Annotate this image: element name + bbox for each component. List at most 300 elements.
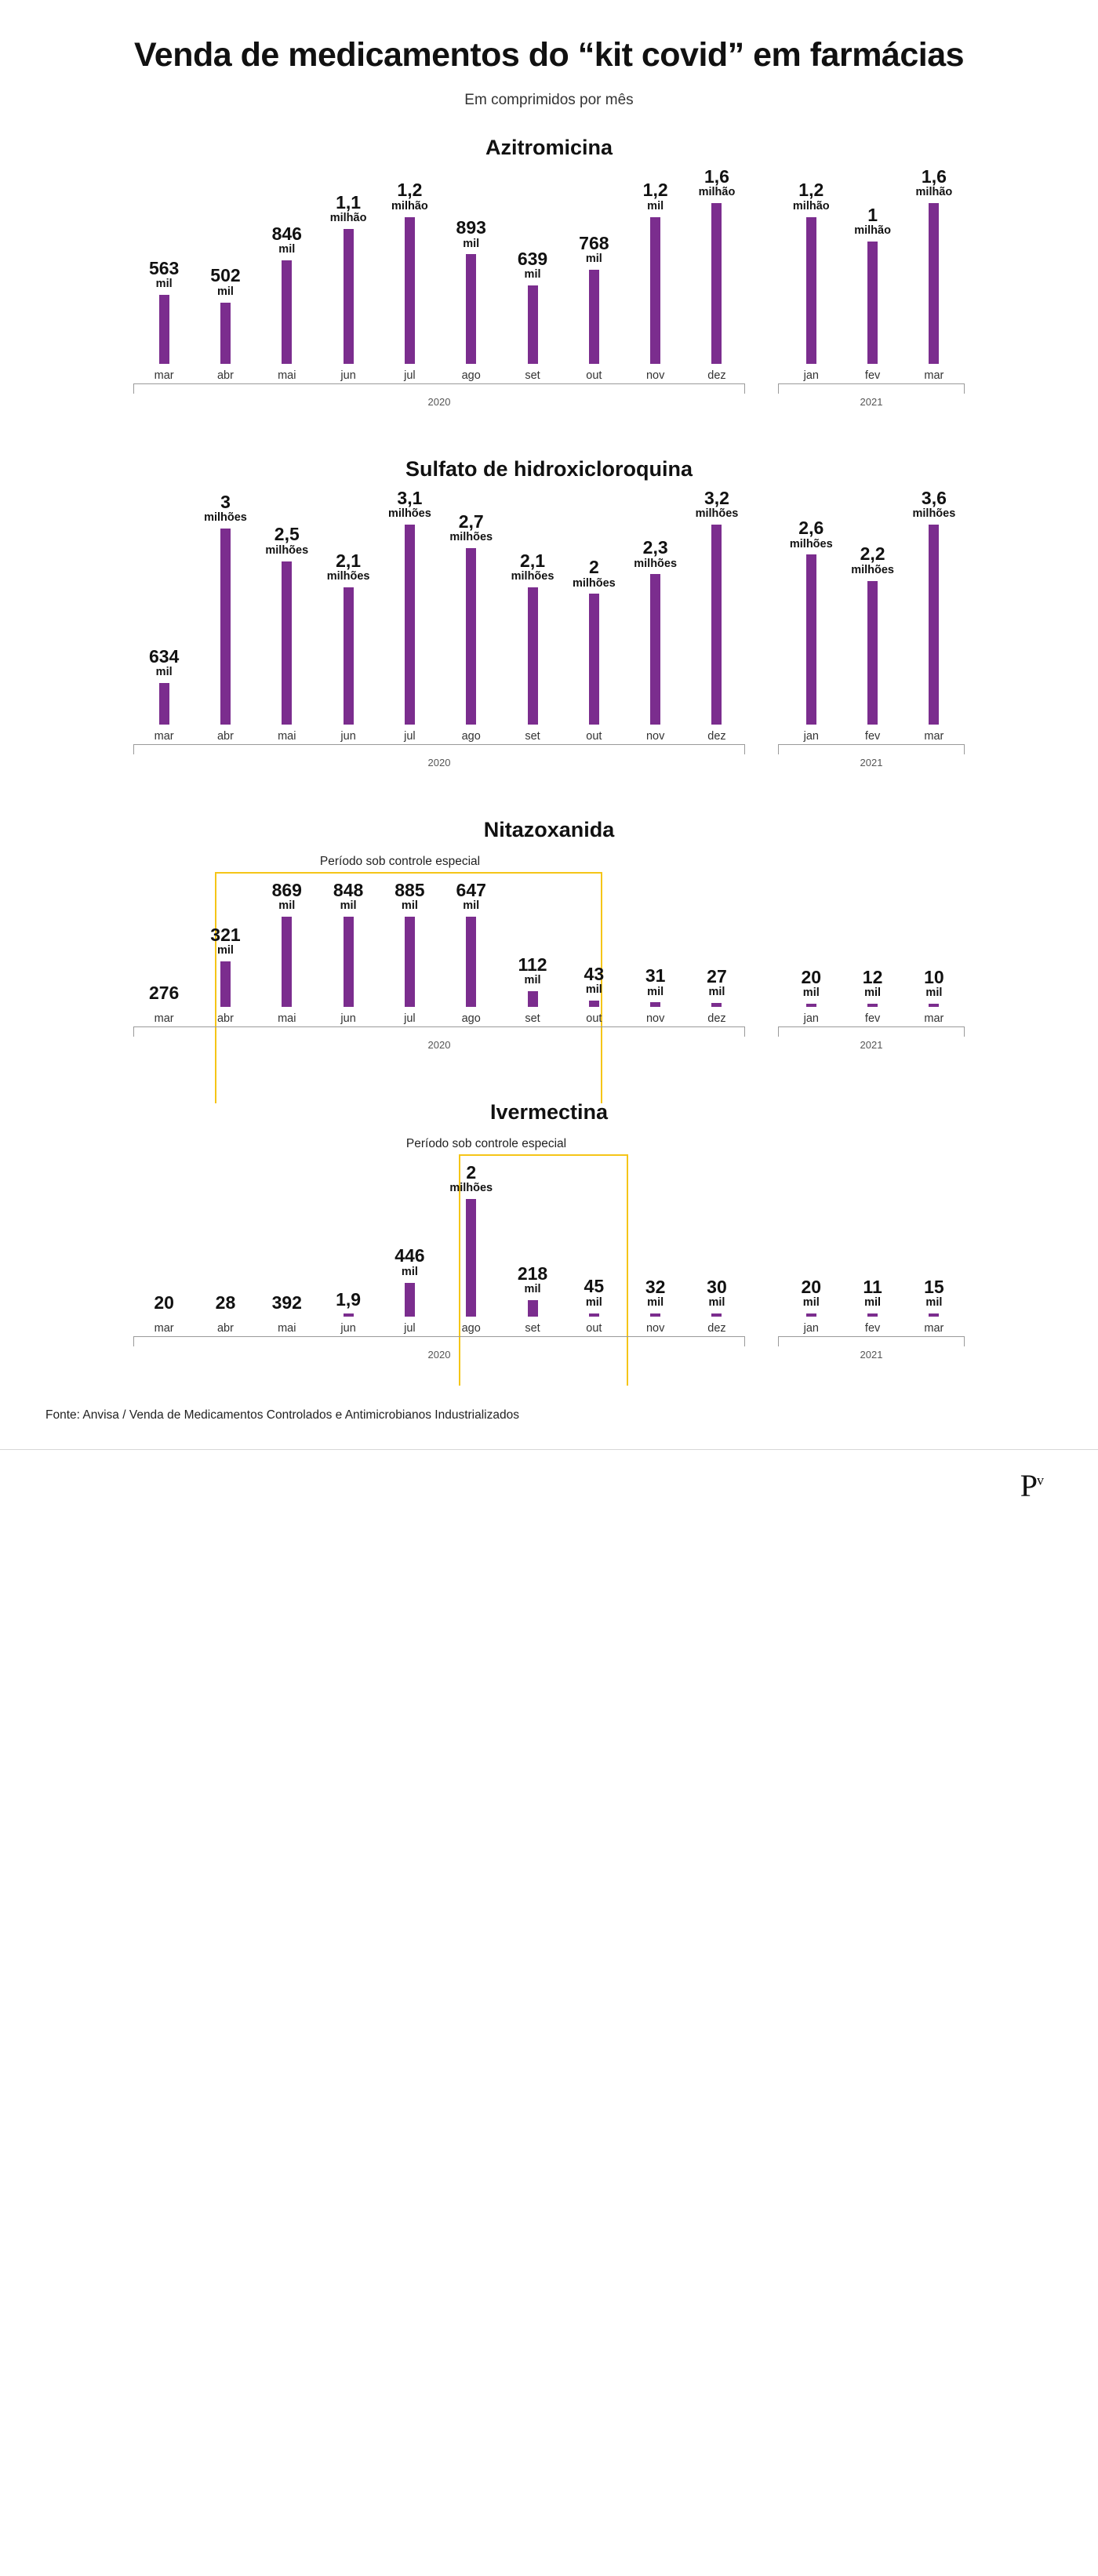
x-axis-tick: jan (803, 369, 819, 382)
bar-value: 12 (862, 966, 883, 987)
logo-superscript: v (1037, 1472, 1043, 1488)
plot-area (133, 489, 965, 771)
bar-column (686, 489, 747, 725)
bar (589, 1001, 599, 1007)
bar-value-label (645, 1278, 666, 1309)
bar (650, 217, 660, 365)
bar-value: 768 (579, 232, 609, 253)
chart-title: Azitromicina (485, 136, 613, 159)
x-axis-tick: mar (154, 1012, 174, 1025)
bar-value-label (801, 1278, 821, 1309)
bar-value-label (154, 1294, 174, 1312)
bar-column (379, 489, 440, 725)
bar (466, 254, 476, 364)
year-label: 2021 (860, 757, 883, 768)
x-axis-tick: mar (154, 1322, 174, 1335)
bar-value: 321 (210, 924, 241, 945)
bar (929, 525, 939, 725)
bar-value: 893 (456, 217, 486, 238)
bar-column (379, 168, 440, 364)
bar-value-label (924, 1278, 944, 1309)
bar-column (318, 1164, 379, 1317)
bar-value-label (913, 489, 956, 520)
bar-value-label (790, 519, 833, 550)
bar-value: 20 (801, 1276, 822, 1297)
bar-column (502, 168, 563, 364)
x-axis-tick: set (525, 369, 540, 382)
bar-value: 446 (394, 1245, 425, 1266)
bar-value-label (272, 225, 302, 256)
x-axis-tick: dez (707, 1012, 726, 1025)
bar (711, 203, 722, 364)
bar-value-unit: mil (647, 985, 664, 998)
bar-value-label (391, 181, 428, 212)
bar-value-unit: milhão (391, 199, 428, 213)
bar-value: 1,6 (921, 166, 947, 187)
bar (929, 203, 939, 364)
bar (282, 561, 292, 725)
bar-value-unit: mil (155, 278, 173, 291)
bar-value: 27 (707, 965, 727, 986)
bar-value-label (696, 489, 739, 520)
bar-column (563, 1164, 624, 1317)
bar-value: 32 (645, 1276, 666, 1297)
x-axis-tick: jul (404, 730, 416, 743)
year-label: 2020 (427, 757, 451, 768)
bar-column (563, 489, 624, 725)
year-bracket-2021 (778, 1336, 965, 1361)
bar (528, 991, 538, 1007)
bar-value: 15 (924, 1276, 944, 1297)
bar-value-unit: milhões (388, 507, 431, 521)
bar-value: 28 (215, 1292, 236, 1313)
bar-value-unit: mil (925, 1296, 943, 1310)
bar-column (502, 1164, 563, 1317)
bar-value-label (645, 967, 666, 997)
bar-value: 3,1 (397, 488, 423, 508)
bar-value: 2,2 (860, 543, 885, 565)
bar-column (133, 489, 195, 725)
bar-value: 647 (456, 880, 486, 900)
bar-value-unit: milhões (789, 537, 833, 550)
bar-column (195, 168, 256, 364)
control-period-label: Período sob controle especial (405, 1137, 567, 1150)
bar-value-label (511, 552, 554, 583)
bar-column (780, 881, 842, 1007)
bar (806, 554, 816, 725)
x-axis-tick: out (586, 730, 602, 743)
bar-value-unit: milhões (851, 563, 894, 576)
bar-value-unit: mil (647, 199, 664, 213)
bar-value-label (148, 645, 180, 679)
x-axis-tick: abr (216, 1322, 234, 1335)
x-axis-tick: ago (461, 1012, 481, 1025)
bar (466, 548, 476, 725)
x-axis-tick: mai (278, 1012, 296, 1025)
bar-column (563, 881, 624, 1007)
bar-value-unit: mil (401, 1265, 418, 1278)
bar-value: 2,6 (798, 518, 824, 539)
bar (867, 581, 878, 725)
year-bracket-2021 (778, 744, 965, 768)
bar-value-unit: mil (585, 1295, 602, 1309)
bar-value-unit: mil (708, 986, 725, 999)
bar (650, 574, 660, 725)
bar-value-label (634, 539, 677, 569)
bar-value: 20 (801, 966, 822, 987)
bar-value-unit: mil (864, 986, 882, 1000)
x-axis-tick: jun (340, 730, 356, 743)
bar-column (842, 1164, 903, 1317)
x-axis-tick: set (525, 1322, 540, 1335)
bar (867, 242, 878, 364)
bar-value: 639 (517, 248, 548, 269)
chart-nitazoxanida (0, 818, 1098, 1053)
x-axis-tick: dez (707, 730, 726, 743)
bar-value: 869 (271, 880, 302, 900)
bar-value: 1,2 (642, 180, 668, 201)
bar-column (502, 489, 563, 725)
bar-value-unit: milhões (511, 570, 554, 583)
bar-column (441, 881, 502, 1007)
bar-value-unit: mil (585, 253, 602, 266)
bar-column (379, 1164, 440, 1317)
bar-column (256, 1164, 318, 1317)
bar-column (842, 489, 903, 725)
bar-column (842, 881, 903, 1007)
x-axis-tick: mar (924, 1322, 944, 1335)
bar (589, 594, 599, 725)
bar (405, 525, 415, 725)
bar-value-unit: milhão (854, 223, 891, 237)
bar-column (318, 489, 379, 725)
x-axis-tick: fev (864, 1012, 881, 1025)
bar-value-label (149, 984, 179, 1002)
bar-value: 11 (863, 1276, 882, 1297)
bar-value: 1,9 (336, 1288, 362, 1310)
x-axis-tick: jan (803, 730, 819, 743)
bar (466, 917, 476, 1007)
bar-value: 112 (518, 954, 547, 975)
bar-value-label (518, 1265, 547, 1295)
bar (528, 285, 538, 364)
x-axis-tick: mai (278, 369, 296, 382)
bar-value-label (707, 1278, 727, 1309)
bar-column (256, 489, 318, 725)
x-axis-tick: jan (803, 1012, 819, 1025)
bar-value-label (584, 965, 605, 996)
bar-value-label (210, 267, 240, 297)
x-axis-tick: jun (340, 369, 356, 382)
bar-value-unit: mil (864, 1296, 882, 1310)
x-axis-tick: jul (404, 1012, 416, 1025)
bar-value-unit: mil (216, 944, 234, 957)
bar-value-label (265, 525, 308, 556)
bar-value: 1,2 (397, 180, 423, 201)
bar-column (256, 881, 318, 1007)
bar-column (625, 881, 686, 1007)
year-bracket-2020 (133, 1336, 745, 1361)
bar-value-unit: milhões (572, 576, 616, 590)
bar (344, 917, 354, 1007)
x-axis-tick: out (586, 1012, 602, 1025)
bar-value-label (456, 881, 486, 912)
year-bracket-2020 (133, 744, 745, 768)
control-period-label: Período sob controle especial (319, 855, 481, 868)
bar (589, 270, 599, 364)
bar-column (195, 1164, 256, 1317)
bar (220, 961, 231, 1007)
bar (220, 529, 231, 725)
bar-value-label (793, 181, 830, 212)
bar-value: 3,6 (921, 488, 947, 508)
bar-value-label (216, 1294, 236, 1312)
x-axis-tick: nov (645, 730, 665, 743)
bar-value: 2 (588, 557, 599, 578)
bar-value: 1,1 (336, 191, 362, 213)
x-axis-tick: nov (645, 1322, 665, 1335)
bar-column (441, 489, 502, 725)
bar-value: 848 (333, 880, 364, 900)
bar (466, 1199, 476, 1317)
bar-value-label (916, 168, 953, 198)
x-axis-tick: ago (461, 369, 481, 382)
chart-hidroxicloroquina (0, 457, 1098, 771)
bar-column (256, 168, 318, 364)
year-bracket-2020 (133, 1026, 745, 1051)
bar-value-unit: milhão (792, 199, 830, 213)
bar-value: 563 (148, 257, 180, 278)
x-axis-tick: fev (864, 730, 881, 743)
bar-value-label (518, 956, 547, 986)
chart-title: Nitazoxanida (483, 818, 615, 841)
bar-value: 31 (645, 965, 666, 986)
bar-column (903, 168, 965, 364)
bar-value-label (801, 968, 821, 999)
bar-value: 392 (271, 1292, 302, 1313)
x-axis-tick: nov (645, 369, 665, 382)
bar-value-label (272, 881, 302, 912)
bar-column (133, 1164, 195, 1317)
bar-column (195, 489, 256, 725)
bar-column (903, 1164, 965, 1317)
bar-value-unit: milhões (634, 557, 678, 570)
x-axis-tick: ago (461, 1322, 481, 1335)
bar-value-unit: mil (340, 899, 357, 913)
bar-value: 2,3 (642, 537, 668, 558)
bar-value: 20 (154, 1292, 174, 1313)
plot-area (133, 850, 965, 1053)
bar-value: 10 (924, 966, 944, 987)
bar (220, 303, 231, 364)
chart-title: Sulfato de hidroxicloroquina (405, 457, 693, 481)
year-label: 2020 (427, 1039, 451, 1051)
bar-column (441, 168, 502, 364)
bar-value-label (394, 1247, 424, 1277)
x-axis-tick: nov (645, 1012, 665, 1025)
bar-value-label (699, 168, 736, 198)
year-label: 2020 (427, 1349, 451, 1361)
chart-azitromicina (0, 136, 1098, 410)
bar-value: 3,2 (704, 488, 729, 508)
bar-value: 30 (707, 1276, 727, 1297)
logo-letter: P (1020, 1468, 1037, 1503)
bar-value-label (388, 489, 431, 520)
year-label: 2021 (860, 1349, 883, 1361)
x-axis-tick: mar (154, 369, 174, 382)
bar-value: 2,5 (274, 524, 300, 545)
bar (344, 229, 354, 364)
x-axis-tick: jul (404, 1322, 416, 1335)
bar-column (625, 1164, 686, 1317)
bar-value-label (449, 1164, 493, 1194)
bar-value-unit: milhão (698, 186, 736, 199)
bar-value-unit: mil (802, 1296, 820, 1310)
bar-column (379, 881, 440, 1007)
bar-value-unit: mil (463, 899, 480, 913)
x-axis-tick: jul (404, 369, 416, 382)
bar-value-label (394, 881, 424, 912)
logo (0, 1450, 1098, 1531)
bar-value-unit: mil (524, 1282, 541, 1295)
bar-column (318, 881, 379, 1007)
bar-value-label (148, 257, 180, 291)
bar-value-label (210, 926, 240, 957)
page-title: Venda de medicamentos do “kit covid” em farmácias (133, 36, 965, 74)
bar-value-unit: mil (155, 666, 173, 679)
infographic-page (0, 36, 1098, 1531)
bar (282, 917, 292, 1007)
bar-value-unit: milhão (329, 212, 367, 225)
bar-column (133, 168, 195, 364)
bar-column (903, 881, 965, 1007)
bar-value-unit: mil (802, 986, 820, 1000)
year-label: 2021 (860, 396, 883, 408)
x-axis-tick: mai (278, 730, 296, 743)
bar (806, 217, 816, 365)
bar-column (780, 489, 842, 725)
bar-value-label (584, 1277, 605, 1308)
bar-column (780, 168, 842, 364)
x-axis-tick: jun (340, 1012, 356, 1025)
bar-value: 502 (210, 265, 241, 286)
bar-value-unit: mil (463, 237, 480, 250)
bar-value: 218 (517, 1263, 548, 1284)
bar-column (625, 489, 686, 725)
x-axis-tick: fev (864, 1322, 881, 1335)
x-axis-tick: dez (707, 369, 726, 382)
bar-value-label (333, 881, 363, 912)
bar-column (842, 168, 903, 364)
bar-value-label (924, 968, 944, 999)
bar-value-unit: milhões (449, 1182, 493, 1195)
bar-value-label (579, 234, 609, 265)
bar-value-unit: mil (925, 986, 943, 1000)
bar-value-label (851, 545, 894, 576)
x-axis-tick: jun (340, 1322, 356, 1335)
bar-value-label (327, 552, 370, 583)
bar (711, 525, 722, 725)
bar-value: 1,6 (704, 166, 729, 187)
bar-value: 2,1 (336, 550, 362, 571)
bar-value-label (518, 250, 547, 281)
bar (528, 1300, 538, 1317)
bar-value-unit: mil (708, 1296, 725, 1310)
x-axis-tick: mar (924, 1012, 944, 1025)
x-axis-tick: mar (924, 730, 944, 743)
bar-value: 885 (394, 880, 425, 900)
x-axis-tick: mai (278, 1322, 296, 1335)
bar-value: 276 (148, 982, 180, 1003)
bar-column (686, 881, 747, 1007)
bar (405, 917, 415, 1007)
bar (405, 217, 415, 365)
bar-column (686, 1164, 747, 1317)
bar-value: 2,7 (458, 510, 484, 532)
x-axis-tick: out (586, 1322, 602, 1335)
bar-column (563, 168, 624, 364)
bar-value-label (329, 191, 367, 225)
bar-value-unit: milhões (912, 507, 956, 521)
bar-value-unit: milhões (695, 507, 739, 521)
x-axis-tick: out (586, 369, 602, 382)
x-axis-tick: set (525, 1012, 540, 1025)
bar-value-unit: milhão (915, 186, 953, 199)
bar-value-unit: mil (401, 899, 418, 913)
x-axis-tick: mar (154, 730, 174, 743)
bar-value-label (272, 1294, 302, 1312)
bar-value-unit: mil (585, 983, 602, 997)
bar (528, 587, 538, 725)
bar-column (318, 168, 379, 364)
bar (282, 260, 292, 364)
bar-value: 634 (148, 645, 180, 667)
bar-column (195, 881, 256, 1007)
x-axis-tick: dez (707, 1322, 726, 1335)
bar-value-label (863, 1278, 882, 1309)
source-note: Fonte: Anvisa / Venda de Medicamentos Controlados e Antimicrobianos Industrializados (45, 1408, 519, 1422)
year-label: 2020 (427, 396, 451, 408)
year-bracket-2021 (778, 1026, 965, 1051)
bar-column (133, 881, 195, 1007)
bar-column (903, 489, 965, 725)
x-axis-tick: abr (216, 1012, 234, 1025)
bar-value: 2 (466, 1162, 477, 1183)
bar-value-label (863, 968, 883, 999)
x-axis-tick: fev (864, 369, 881, 382)
x-axis-tick: abr (216, 730, 234, 743)
bar-value-unit: mil (216, 285, 234, 298)
bar-value: 45 (584, 1276, 605, 1297)
bar-value-label (707, 965, 727, 999)
bar-value: 3 (220, 491, 231, 512)
x-axis-tick: set (525, 730, 540, 743)
bar-value-label (643, 181, 668, 212)
bar-value-label (456, 219, 486, 249)
bar-value: 846 (271, 223, 302, 244)
chart-ivermectina (0, 1100, 1098, 1363)
x-axis-tick: ago (461, 730, 481, 743)
bar-value-unit: mil (647, 1296, 664, 1310)
bar (344, 587, 354, 725)
bar (159, 683, 169, 725)
bar (405, 1283, 415, 1317)
year-bracket-2021 (778, 383, 965, 408)
page-subtitle: Em comprimidos por mês (464, 92, 634, 108)
chart-title: Ivermectina (489, 1100, 609, 1124)
year-label: 2021 (860, 1039, 883, 1051)
bar-value-unit: milhões (265, 543, 309, 557)
